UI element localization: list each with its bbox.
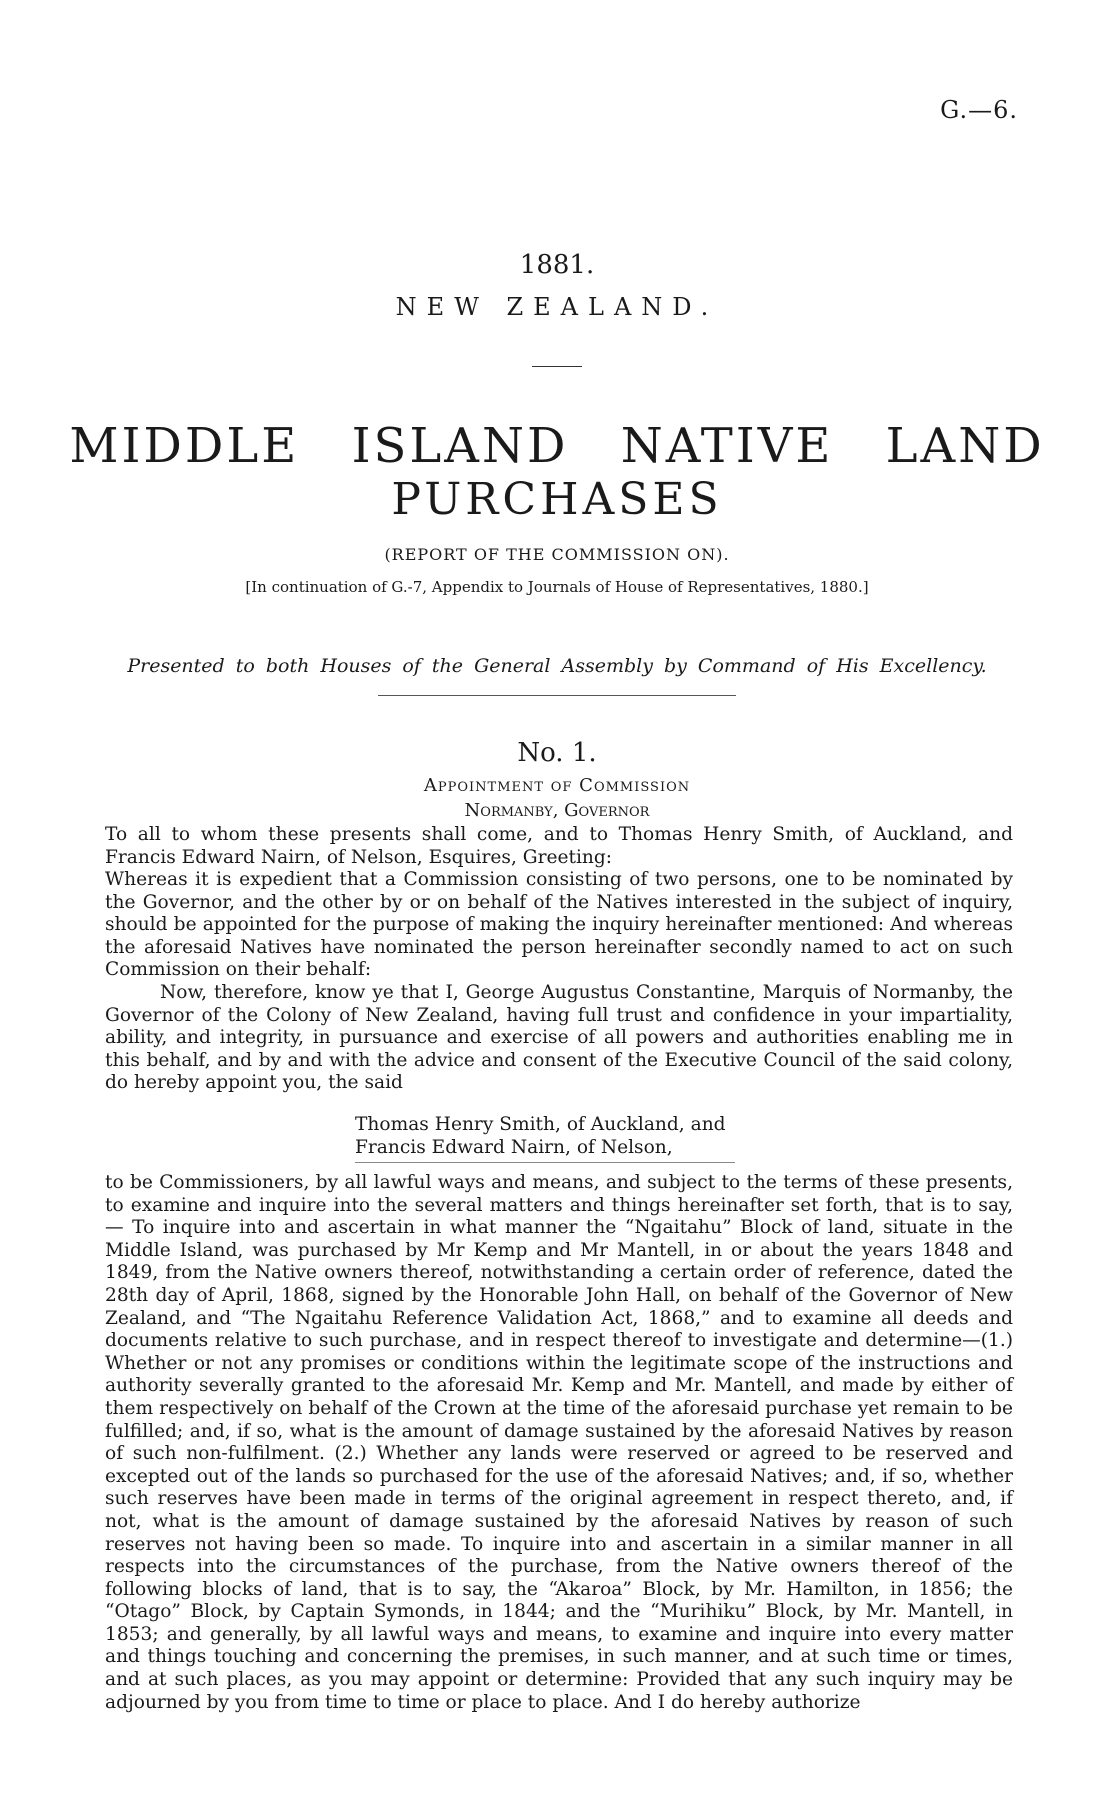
title-line-1: MIDDLE ISLAND NATIVE LAND <box>69 418 1045 474</box>
greeting-text: To all to whom these presents shall come, and to Thomas Henry Smith, of Auckland, and Francis Edward Nairn, of Nelson, Esquires, Greeting: <box>105 824 1013 868</box>
section-number: No. 1. <box>517 738 597 768</box>
presented-line: Presented to both Houses of the General Assembly by Command of His Excellency. <box>127 655 987 677</box>
continuation-note: [In continuation of G.-7, Appendix to Journals of House of Representatives, 1880.] <box>245 578 869 596</box>
country-heading: NEW ZEALAND. <box>395 293 719 321</box>
greeting-paragraph <box>105 824 1013 869</box>
whereas-paragraph <box>105 869 1013 982</box>
commissioners-paragraph <box>105 1172 1013 1714</box>
divider <box>355 1162 735 1163</box>
whereas-text: Whereas it is expedient that a Commission consisting of two persons, one to be nominated by the Governor, and the other by or on behalf of the Natives interested in the subject of inquiry, should be appointed for the purpose of making the inquiry hereinafter mentioned: And whereas the aforesaid Natives have nominated the person hereinafter secondly named to act on such Commission on their behalf: <box>105 869 1013 981</box>
section-heading: Appointment of Commission <box>423 775 691 796</box>
governor-line: Normanby, Governor <box>464 800 650 821</box>
divider <box>532 366 582 367</box>
commissioner-names <box>355 1114 726 1159</box>
appointment-paragraph <box>105 982 1013 1095</box>
divider <box>378 695 736 696</box>
commissioner-name-2: Francis Edward Nairn, of Nelson, <box>355 1136 673 1158</box>
title-line-2: PURCHASES <box>391 474 723 525</box>
year: 1881. <box>519 250 595 280</box>
subtitle: (REPORT OF THE COMMISSION ON). <box>384 545 730 564</box>
document-reference: G.—6. <box>940 96 1018 124</box>
commissioners-text: to be Commissioners, by all lawful ways and means, and subject to the terms of these presents, to examine and inquire into the several matters and things hereinafter set forth, that is to say,— To inquire into and ascertain in what manner the “Ngaitahu” Block of land, situate in the Middle Island, was purchased by Mr Kemp and Mr Mantell, in or about the years 1848 and 1849, from the Native owners thereof, notwithstanding a certain order of reference, dated the 28th day of April, 1868, signed by the Honorable John Hall, on behalf of the Governor of New Zealand, and “The Ngaitahu Reference Validation Act, 1868,” and to examine all deeds and documents relative to such purchase, and in respect thereof to investigate and determine—(1.) Whether or not any promises or conditions within the legitimate scope of the instructions and authority severally granted to the aforesaid Mr. Kemp and Mr. Mantell, and made by either of them respectively on behalf of the Crown at the time of the aforesaid purchase yet remain to be fulfilled; and, if so, what is the amount of damage sustained by the aforesaid Natives by reason of such non-fulfilment. (2.) Whether any lands were reserved or agreed to be reserved and excepted out of the lands so purchased for the use of the aforesaid Natives; and, if so, whether such reserves have been made in terms of the original agreement in respect thereto, and, if not, what is the amount of damage sustained by the aforesaid Natives by reason of such reserves not having been so made. To inquire into and ascertain in a similar manner in all respects into the circumstances of the purchase, from the Native owners thereof of the following blocks of land, that is to say, the “Akaroa” Block, by Mr. Hamilton, in 1856; the “Otago” Block, by Captain Symonds, in 1844; and the “Murihiku” Block, by Mr. Mantell, in 1853; and generally, by all lawful ways and means, to examine and inquire into every matter and things touching and concerning the premises, in such manner, and at such time or times, and at such places, as you may appoint or determine: Provided that any such inquiry may be adjourned by you from time to time or place to place. And I do hereby authorize <box>105 1172 1013 1713</box>
commissioner-name-1: Thomas Henry Smith, of Auckland, and <box>355 1114 726 1135</box>
now-therefore-text: Now, therefore, know ye that I, George Augustus Constantine, Marquis of Normanby, the Governor of the Colony of New Zealand, having full trust and confidence in your impartiality, ability, and integrity, in pursuance and exercise of all powers and authorities enabling me in this behalf, and by and with the advice and consent of the Executive Council of the said colony, do hereby appoint you, the said <box>105 982 1013 1094</box>
